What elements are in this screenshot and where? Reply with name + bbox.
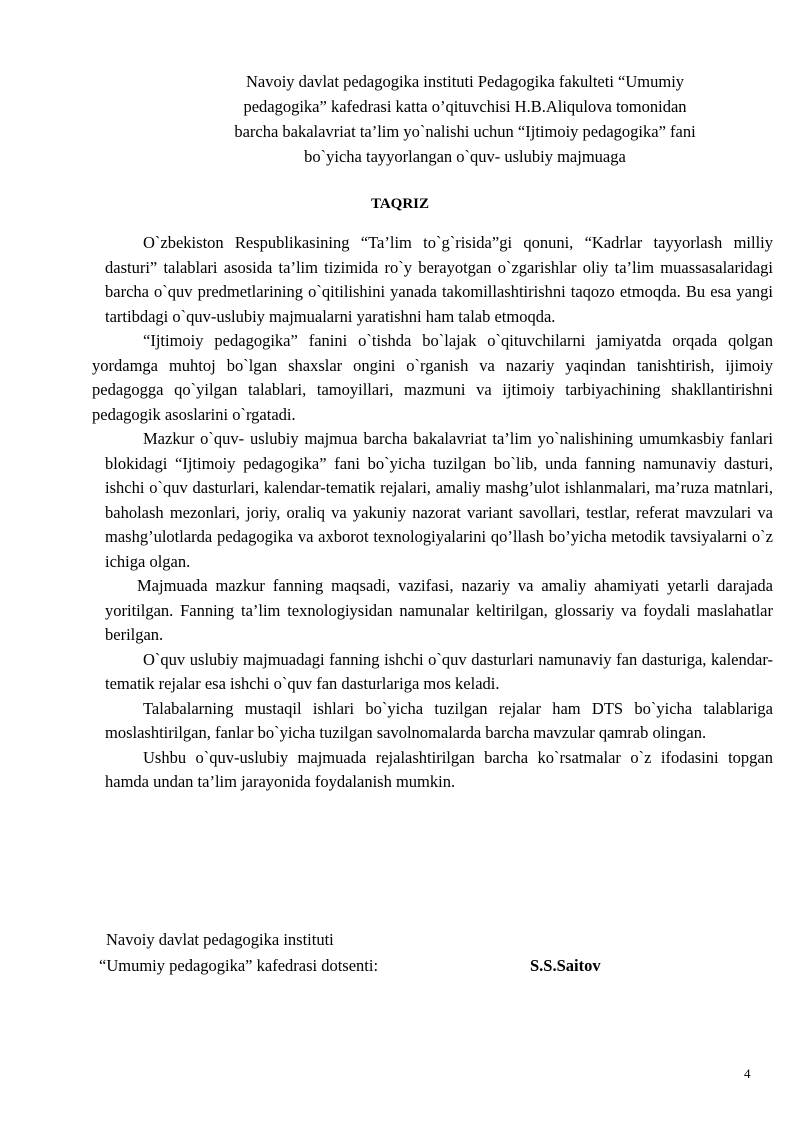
signature-institution: Navoiy davlat pedagogika instituti	[106, 930, 334, 949]
header-line: Navoiy davlat pedagogika instituti Pedagogika fakulteti “Umumiy	[245, 72, 685, 91]
document-header	[190, 69, 740, 169]
paragraph: O`zbekiston Respublikasining “Ta’lim to`g`risida”gi qonuni, “Kadrlar tayyorlash milliy dasturi” talablari asosida ta’lim tizimida ro`y berayotgan o`zgarishlar oliy ta’lim muassasalaridagi barcha o`quv predmetlarining o`qitilishini yanada takomillashtirishni taqozo etmoqda. Bu esa yangi tartibdagi o`quv-uslubiy majmualarni yaratishni ham talab etmoqda.	[105, 233, 773, 326]
paragraph: Talabalarning mustaqil ishlari bo`yicha tuzilgan rejalar ham DTS bo`yicha talablariga moslashtirilgan, fanlar bo`yicha tuzilgan savolnomalarda barcha mavzular qamrab olingan.	[105, 698, 773, 742]
page-number: 4	[744, 1066, 751, 1081]
signature-position: “Umumiy pedagogika” kafedrasi dotsenti:	[99, 956, 379, 975]
paragraph: O`quv uslubiy majmuadagi fanning ishchi o`quv dasturlari namunaviy fan dasturiga, kalendar-tematik rejalar esa ishchi o`quv fan dasturlariga mos keladi.	[105, 649, 773, 693]
header-line: bo`yicha tayyorlangan o`quv- uslubiy majmuaga	[304, 147, 626, 166]
header-line: barcha bakalavriat ta’lim yo`nalishi uchun “Ijtimoiy pedagogika” fani	[234, 122, 696, 141]
paragraph: Mazkur o`quv- uslubiy majmua barcha bakalavriat ta’lim yo`nalishining umumkasbiy fanlari blokidagi “Ijtimoiy pedagogika” fani bo`yicha tuzilgan bo`lib, unda fanning namunaviy dasturi, ishchi o`quv dasturlari, kalendar-tematik rejalari, amaliy mashg’ulot ishlanmalari, ma’ruza matnlari, baholash mezonlari, joriy, oraliq va yakuniy nazorat variant savollari, testlar, referat mavzulari va mashg’ulotlarda pedagogika va axborot texnologiyalarini qo’llash bo’yicha metodik tavsiyalarni o`z ichiga olgan.	[105, 429, 773, 571]
paragraph: “Ijtimoiy pedagogika” fanini o`tishda bo`lajak o`qituvchilarni jamiyatda orqada qolgan yordamga muhtoj bo`lgan shaxslar ongini o`rganish va nazariy yaqindan tanishtirish, ijimoiy pedagogga qo`yilgan talablari, tamoyillari, mazmuni va ijtimoiy tarbiyachining shakllantirishni pedagogik asoslarini o`rgatadi.	[92, 331, 773, 424]
review-body	[92, 231, 773, 795]
header-line: pedagogika” kafedrasi katta o’qituvchisi H.B.Aliqulova tomonidan	[243, 97, 687, 116]
signature-name: S.S.Saitov	[530, 956, 601, 975]
paragraph: Ushbu o`quv-uslubiy majmuada rejalashtirilgan barcha ko`rsatmalar o`z ifodasini topgan hamda undan ta’lim jarayonida foydalanish mumkin.	[105, 747, 773, 791]
paragraph: Majmuada mazkur fanning maqsadi, vazifasi, nazariy va amaliy ahamiyati yetarli darajada yoritilgan. Fanning ta’lim texnologiysidan namunalar keltirilgan, glossariy va foydali maslahatlar berilgan.	[105, 576, 773, 644]
document-title: TAQRIZ	[370, 196, 430, 212]
